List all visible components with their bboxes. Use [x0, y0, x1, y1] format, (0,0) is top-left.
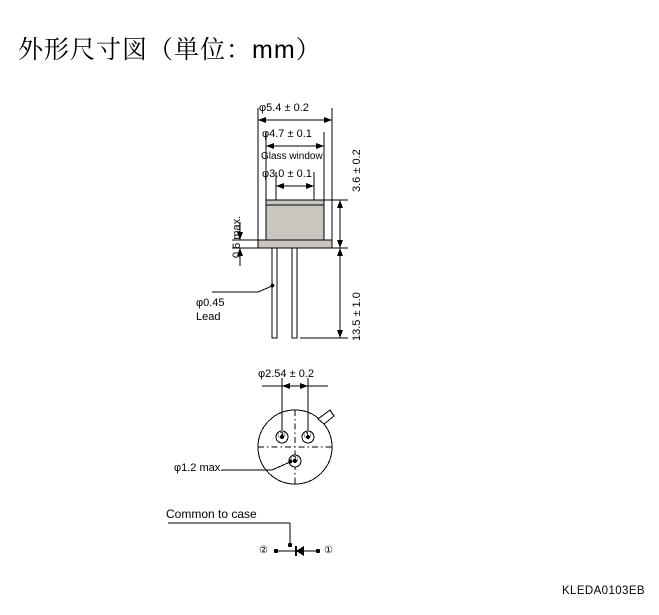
glass-window-label: Glass window [261, 151, 323, 162]
dim-outer-diameter-label: φ5.4 ± 0.2 [259, 102, 309, 114]
document-code: KLEDA0103EB [561, 585, 645, 597]
lead-text-label: Lead [196, 311, 221, 323]
package-cap-body [266, 200, 324, 240]
terminal-1-label: ① [324, 545, 333, 556]
package-flange [258, 240, 332, 248]
dim-glass-window-label: φ3.0 ± 0.1 [262, 168, 312, 180]
lead-diameter-label: φ0.45 [196, 297, 225, 309]
pin-2-label: ② [290, 454, 299, 465]
dim-flange-thickness-label: 0.6 max. [231, 215, 243, 258]
dim-lead-length-label: 13.5 ± 1.0 [351, 292, 363, 341]
dim-pin-spacing-label: φ2.54 ± 0.2 [258, 368, 314, 380]
common-to-case-label: Common to case [166, 507, 257, 521]
dim-pin-diameter-label: φ1.2 max. [174, 462, 224, 474]
pin-3-label: ③ [277, 430, 286, 441]
diode-symbol [296, 546, 304, 556]
lead-2 [292, 248, 297, 338]
terminal-2-label: ② [259, 545, 268, 556]
dim-inner-diameter-label: φ4.7 ± 0.1 [262, 128, 312, 140]
pin-1-label: ① [303, 430, 312, 441]
page-title: 外形尺寸図（単位：mm） [18, 36, 322, 64]
dim-cap-height-label: 3.6 ± 0.2 [351, 149, 363, 192]
lead-1 [272, 248, 277, 338]
